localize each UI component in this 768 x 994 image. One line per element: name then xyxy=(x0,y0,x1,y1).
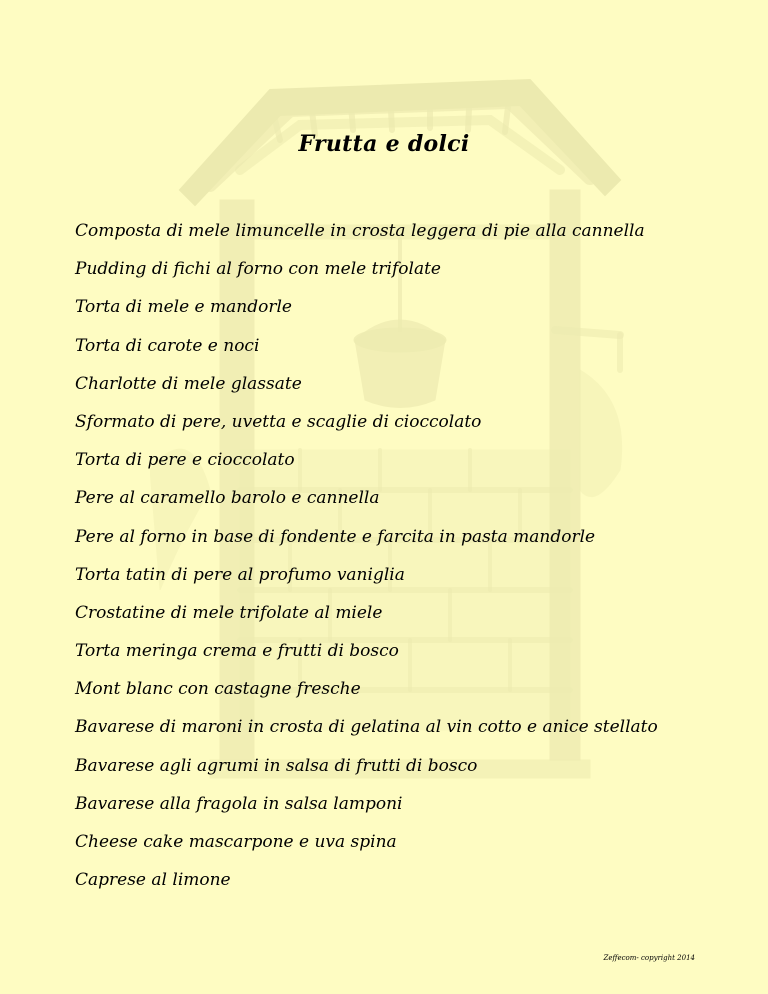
list-item: Torta di carote e noci xyxy=(75,335,260,356)
list-item: Torta di mele e mandorle xyxy=(75,297,292,318)
list-item: Torta di pere e cioccolato xyxy=(75,450,295,471)
list-item: Sformato di pere, uvetta e scaglie di cioccolato xyxy=(75,411,482,432)
page-title: Frutta e dolci xyxy=(298,131,470,157)
list-item: Mont blanc con castagne fresche xyxy=(75,679,361,700)
list-item: Torta meringa crema e frutti di bosco xyxy=(75,641,399,662)
list-item: Bavarese di maroni in crosta di gelatina al vin cotto e anice stellato xyxy=(75,717,658,738)
dessert-list xyxy=(75,212,658,899)
list-item: Crostatine di mele trifolate al miele xyxy=(75,602,383,623)
list-item: Caprese al limone xyxy=(75,870,231,891)
list-item: Torta tatin di pere al profumo vaniglia xyxy=(75,564,405,585)
list-item: Bavarese alla fragola in salsa lamponi xyxy=(75,793,403,814)
list-item: Charlotte di mele glassate xyxy=(75,373,302,394)
list-item: Pudding di fichi al forno con mele trifolate xyxy=(75,259,441,280)
copyright-notice: Zeffecom- copyright 2014 xyxy=(603,954,695,962)
list-item: Pere al caramello barolo e cannella xyxy=(75,488,380,509)
list-item: Cheese cake mascarpone e uva spina xyxy=(75,832,397,852)
list-item: Composta di mele limuncelle in crosta leggera di pie alla cannella xyxy=(75,221,645,241)
list-item: Pere al forno in base di fondente e farcita in pasta mandorle xyxy=(75,526,596,547)
list-item: Bavarese agli agrumi in salsa di frutti di bosco xyxy=(75,755,478,776)
